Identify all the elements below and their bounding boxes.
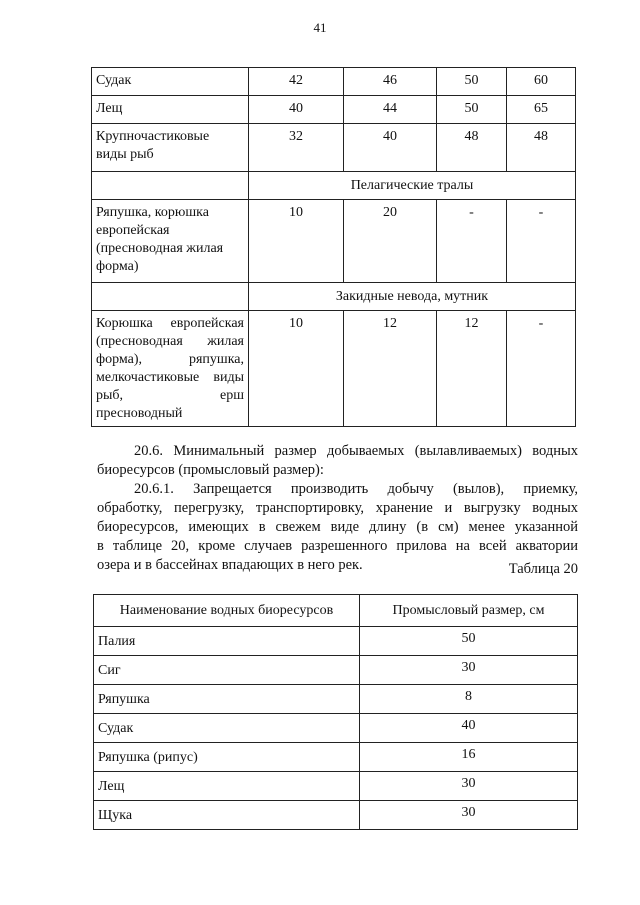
value-cell: 20: [344, 200, 437, 283]
table-header-row: [94, 595, 578, 627]
value-cell: 40: [344, 124, 437, 172]
empty-cell: [92, 283, 249, 311]
paragraph-line: обработку, перегрузку, транспортировку, хранение и выгрузку водных: [97, 500, 578, 516]
species-line: мелкочастиковые виды: [96, 370, 244, 385]
column-header: Наименование водных биоресурсов: [94, 595, 360, 627]
species-cell: [92, 68, 249, 96]
section-row: [92, 283, 576, 311]
regulation-paragraph: [97, 442, 578, 575]
value-cell: -: [437, 200, 507, 283]
species-line: (пресноводная жилая: [96, 241, 224, 256]
species-line: Лещ: [96, 101, 123, 116]
table-row: [92, 68, 576, 96]
table-row: [94, 772, 578, 801]
table-row: [94, 714, 578, 743]
species-cell: [92, 96, 249, 124]
species-cell: [92, 200, 249, 283]
value-cell: 40: [249, 96, 344, 124]
value-cell: 60: [507, 68, 576, 96]
species-line: Ряпушка, корюшка: [96, 205, 209, 220]
size-cell: 50: [360, 627, 578, 656]
species-line: Крупночастиковые: [96, 129, 210, 144]
empty-cell: [92, 172, 249, 200]
paragraph-line: 20.6.1. Запрещается производить добычу (вылов), приемку,: [134, 481, 578, 497]
table-row: [94, 801, 578, 830]
size-cell: 16: [360, 743, 578, 772]
table-row: [92, 124, 576, 172]
section-label: Закидные невода, мутник: [249, 283, 576, 311]
size-cell: 8: [360, 685, 578, 714]
species-line: Судак: [96, 73, 132, 88]
species-line: (пресноводная жилая: [96, 334, 244, 349]
paragraph-line: биоресурсов (промысловый размер):: [97, 462, 324, 478]
species-cell: Судак: [94, 714, 360, 743]
table-row: [92, 311, 576, 427]
table-row: [92, 96, 576, 124]
table-row: [94, 685, 578, 714]
value-cell: 42: [249, 68, 344, 96]
value-cell: 10: [249, 200, 344, 283]
size-cell: 30: [360, 801, 578, 830]
species-cell: [92, 124, 249, 172]
value-cell: 48: [507, 124, 576, 172]
table-caption: Таблица 20: [508, 561, 578, 577]
table-row: [92, 200, 576, 283]
paragraph-line: 20.6. Минимальный размер добываемых (вылавливаемых) водных: [134, 443, 578, 459]
fishing-gear-table: [91, 67, 576, 427]
commercial-size-table: [93, 594, 578, 830]
species-line: пресноводный: [96, 406, 183, 421]
species-line: рыб, ерш: [96, 388, 244, 403]
value-cell: 65: [507, 96, 576, 124]
value-cell: -: [507, 200, 576, 283]
size-cell: 40: [360, 714, 578, 743]
species-line: европейская: [96, 223, 170, 238]
value-cell: 46: [344, 68, 437, 96]
species-cell: Лещ: [94, 772, 360, 801]
paragraph-line: в таблице 20, кроме случаев разрешенного прилова на всей акватории: [97, 538, 578, 554]
value-cell: 50: [437, 96, 507, 124]
paragraph-line: биоресурсов, имеющих в свежем виде длину (в см) менее указанной: [97, 519, 578, 535]
table-row: [94, 743, 578, 772]
value-cell: 12: [344, 311, 437, 427]
species-cell: Ряпушка: [94, 685, 360, 714]
value-cell: 50: [437, 68, 507, 96]
column-header: Промысловый размер, см: [360, 595, 578, 627]
table-row: [94, 627, 578, 656]
species-line: виды рыб: [96, 147, 154, 162]
species-cell: [92, 311, 249, 427]
species-cell: Щука: [94, 801, 360, 830]
value-cell: -: [507, 311, 576, 427]
value-cell: 44: [344, 96, 437, 124]
species-line: Корюшка европейская: [96, 316, 244, 331]
table-row: [94, 656, 578, 685]
section-row: [92, 172, 576, 200]
value-cell: 48: [437, 124, 507, 172]
species-cell: Палия: [94, 627, 360, 656]
section-label: Пелагические тралы: [249, 172, 576, 200]
value-cell: 32: [249, 124, 344, 172]
value-cell: 12: [437, 311, 507, 427]
species-cell: Сиг: [94, 656, 360, 685]
paragraph-line: озера и в бассейнах впадающих в него рек.: [97, 557, 363, 573]
size-cell: 30: [360, 772, 578, 801]
species-line: форма): [96, 259, 139, 274]
species-cell: Ряпушка (рипус): [94, 743, 360, 772]
page-number: 41: [313, 20, 327, 35]
species-line: форма), ряпушка,: [96, 352, 244, 367]
size-cell: 30: [360, 656, 578, 685]
value-cell: 10: [249, 311, 344, 427]
